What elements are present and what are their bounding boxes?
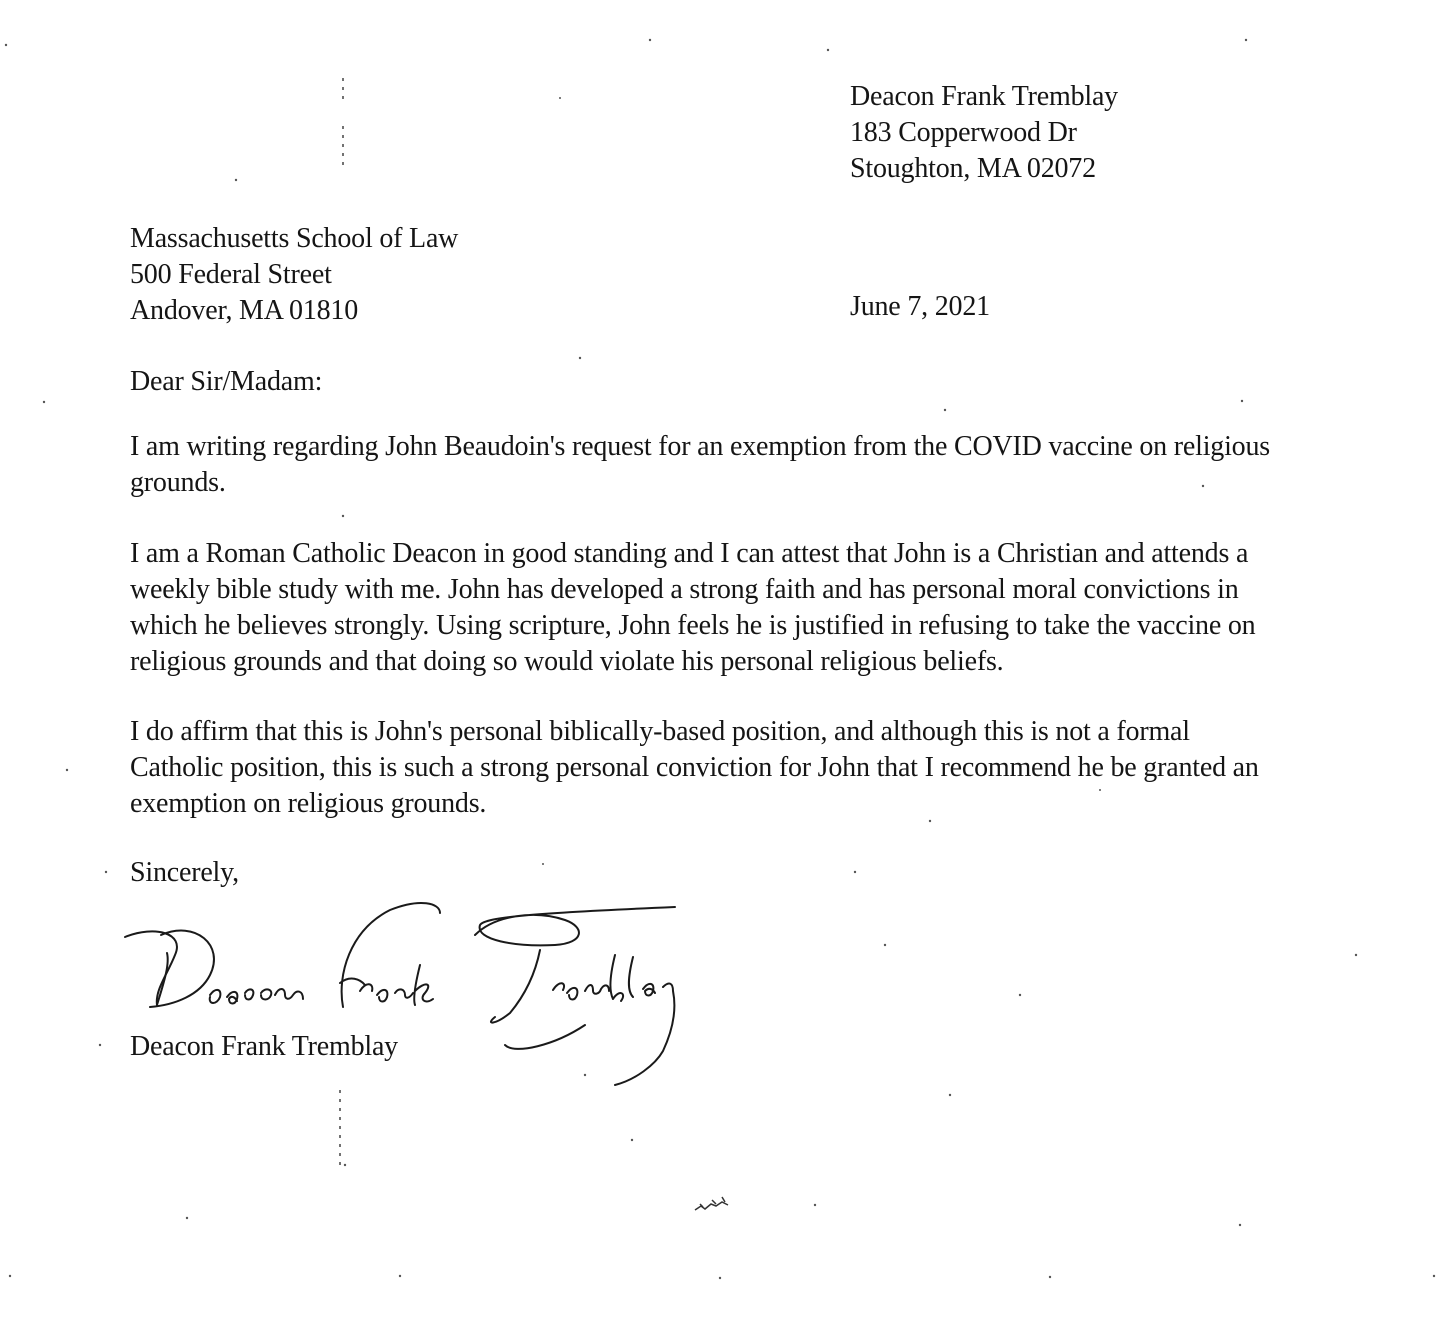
salutation: Dear Sir/Madam: bbox=[130, 366, 323, 397]
paragraph-line: I do affirm that this is John's personal biblically-based position, and although this is not a formal bbox=[130, 716, 1190, 747]
sender-address bbox=[850, 79, 1118, 187]
sender-name: Deacon Frank Tremblay bbox=[850, 81, 1118, 112]
paragraph-line: Catholic position, this is such a strong personal conviction for John that I recommend he be granted an bbox=[130, 752, 1259, 783]
body-paragraph-2 bbox=[130, 536, 1255, 680]
recipient-city-line: Andover, MA 01810 bbox=[130, 295, 359, 326]
recipient-address bbox=[130, 221, 458, 329]
sender-street: 183 Copperwood Dr bbox=[850, 117, 1077, 148]
paragraph-line: exemption on religious grounds. bbox=[130, 788, 487, 819]
paragraph-line: grounds. bbox=[130, 467, 226, 498]
paragraph-line: weekly bible study with me. John has developed a strong faith and has personal moral convictions in bbox=[130, 574, 1239, 605]
signer-name: Deacon Frank Tremblay bbox=[130, 1031, 398, 1062]
paragraph-line: which he believes strongly. Using scripture, John feels he is justified in refusing to take the vaccine on bbox=[130, 610, 1256, 641]
closing: Sincerely, bbox=[130, 857, 239, 888]
recipient-street: 500 Federal Street bbox=[130, 259, 332, 290]
paragraph-line: religious grounds and that doing so would violate his personal religious beliefs. bbox=[130, 646, 1004, 677]
body-paragraph-3 bbox=[130, 714, 1259, 822]
paragraph-line: I am writing regarding John Beaudoin's request for an exemption from the COVID vaccine on religious bbox=[130, 431, 1270, 462]
handwritten-signature-icon bbox=[115, 895, 765, 1095]
paragraph-line: I am a Roman Catholic Deacon in good standing and I can attest that John is a Christian and attends a bbox=[130, 538, 1249, 569]
body-paragraph-1 bbox=[130, 429, 1270, 501]
letter-date: June 7, 2021 bbox=[850, 291, 990, 322]
sender-city-line: Stoughton, MA 02072 bbox=[850, 153, 1096, 184]
recipient-name: Massachusetts School of Law bbox=[130, 223, 459, 254]
